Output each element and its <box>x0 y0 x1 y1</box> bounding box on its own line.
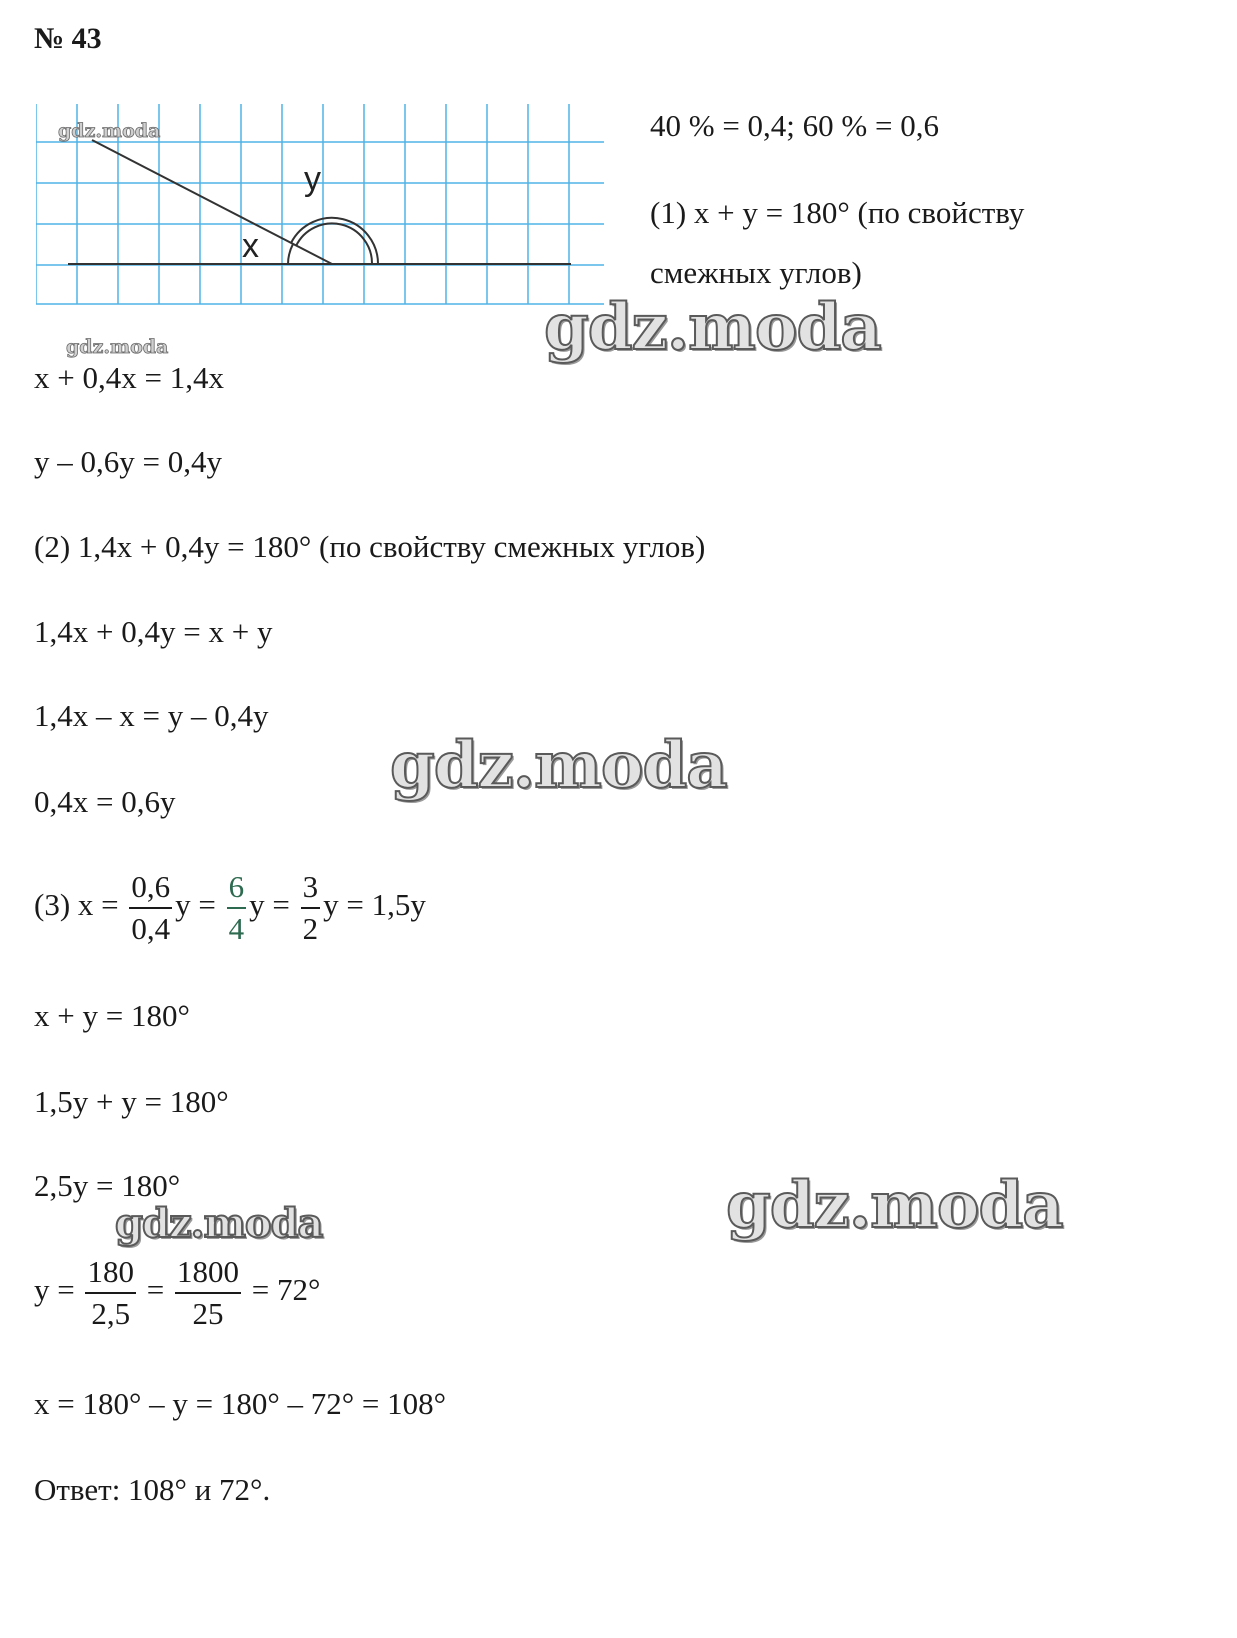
step-line-10: 2,5y = 180° <box>34 1168 181 1203</box>
watermark-big-3: gdz.moda <box>726 1168 1063 1243</box>
step-line-1: x + 0,4x = 1,4x <box>34 360 224 395</box>
step-line-5: 1,4x – x = y – 0,4y <box>34 698 269 733</box>
equation-x: x = 180° – y = 180° – 72° = 108° <box>34 1386 447 1421</box>
watermark-big-1: gdz.moda <box>544 290 881 365</box>
fraction-1800-over-25: $\frac{1800}{25}$ <box>175 1252 241 1334</box>
label-x: x <box>242 227 259 265</box>
fraction-6-over-4: $\frac{6}{4}$ <box>227 867 247 949</box>
eq3-prefix: (3) x = <box>34 887 119 923</box>
percent-conversion: 40 % = 0,4; 60 % = 0,6 <box>650 108 939 143</box>
watermark-medium: gdz.moda <box>115 1200 323 1247</box>
watermark-small-2: gdz.moda <box>66 336 169 358</box>
fraction-180-over-2-5: $\frac{180}{2,5}$ <box>85 1252 136 1334</box>
angle-y-arc-inner <box>296 223 372 264</box>
problem-number: № 43 <box>34 22 102 55</box>
step-line-2: y – 0,6y = 0,4y <box>34 444 222 479</box>
equation-2: (2) 1,4x + 0,4y = 180° (по свойству смежных углов) <box>34 529 706 564</box>
label-y: y <box>304 160 321 198</box>
watermark-small-1: gdz.moda <box>58 120 161 142</box>
watermark-big-2: gdz.moda <box>390 728 727 803</box>
fraction-3-over-2: $\frac{3}{2}$ <box>301 867 321 949</box>
equation-y: y = $\frac{180}{2,5}$ = $\frac{1800}{25}$ = 72° <box>34 1252 320 1334</box>
step-line-6: 0,4x = 0,6y <box>34 784 176 819</box>
equation-3: (3) x = $\frac{0,6}{0,4}$ y = $\frac{6}{4}$ y = $\frac{3}{2}$ y = 1,5y <box>34 867 426 949</box>
step-line-4: 1,4x + 0,4y = x + y <box>34 614 273 649</box>
fraction-0-6-over-0-4: $\frac{0,6}{0,4}$ <box>129 867 172 949</box>
answer: Ответ: 108° и 72°. <box>34 1472 271 1507</box>
step-line-8: x + y = 180° <box>34 998 190 1033</box>
angle-x-arc <box>288 244 293 264</box>
equation-1-note: смежных углов) <box>650 255 862 290</box>
step-line-9: 1,5y + y = 180° <box>34 1084 229 1119</box>
equation-1: (1) x + y = 180° (по свойству <box>650 195 1025 230</box>
